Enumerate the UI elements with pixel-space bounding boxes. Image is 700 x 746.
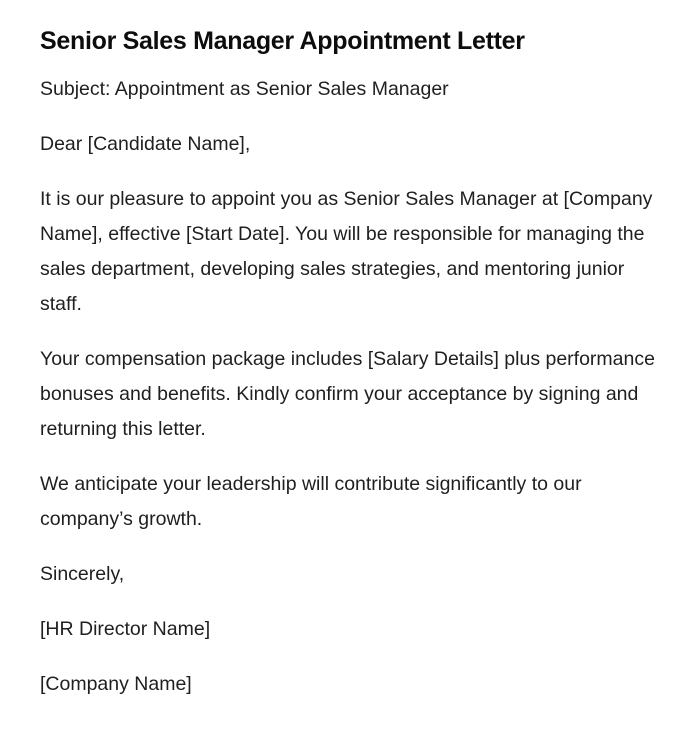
letter-closing: Sincerely, bbox=[40, 563, 125, 585]
letter-company-name: [Company Name] bbox=[40, 673, 192, 695]
letter-salutation: Dear [Candidate Name], bbox=[40, 133, 251, 155]
letter-paragraph-appointment: It is our pleasure to appoint you as Senior Sales Manager at [Company Name], effective [Start Date]. You will be responsible for managing the sales department, developing sales strategies, and mentoring junior staff. bbox=[40, 188, 653, 315]
letter-title: Senior Sales Manager Appointment Letter bbox=[40, 27, 525, 55]
letter-paragraph-compensation: Your compensation package includes [Salary Details] plus performance bonuses and benefits. Kindly confirm your acceptance by signing and returning this letter. bbox=[40, 348, 655, 440]
letter-paragraph-closing-note: We anticipate your leadership will contribute significantly to our company’s growth. bbox=[40, 473, 582, 530]
letter-signer-name: [HR Director Name] bbox=[40, 618, 211, 640]
letter-subject: Subject: Appointment as Senior Sales Manager bbox=[40, 78, 449, 100]
